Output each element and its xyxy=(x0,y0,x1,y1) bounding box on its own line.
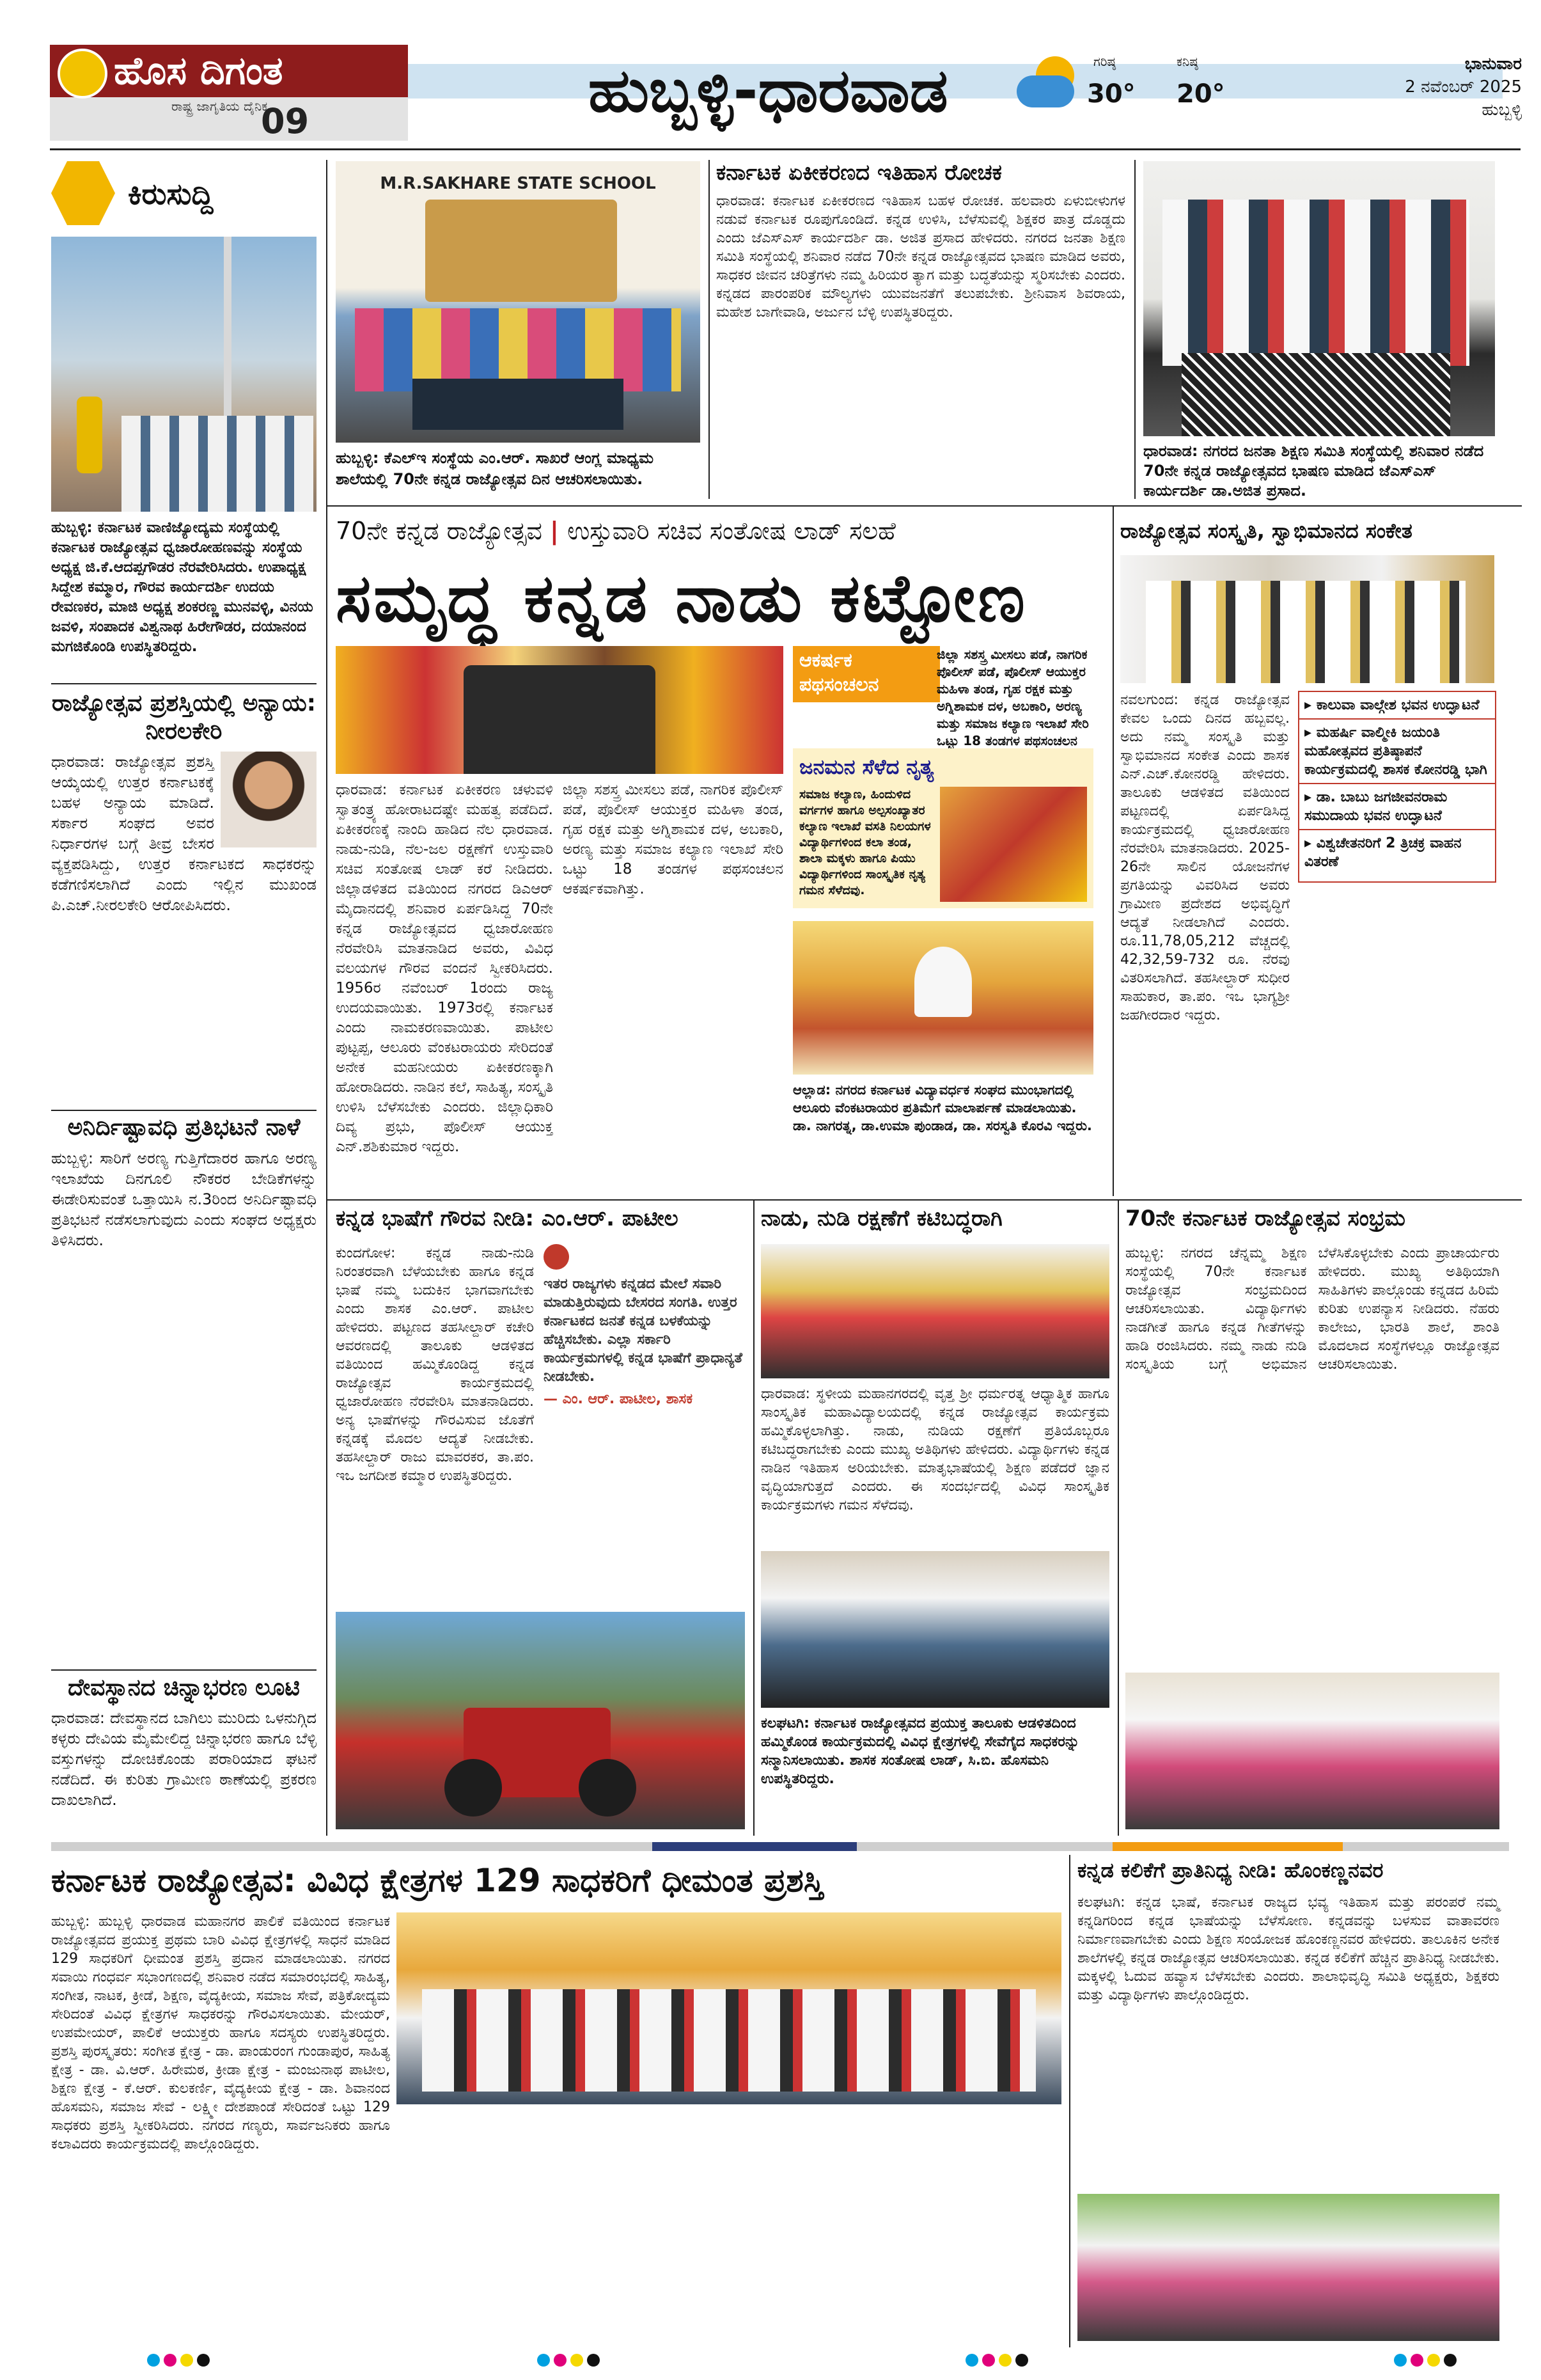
column-divider xyxy=(326,160,327,1836)
column-divider xyxy=(708,160,710,499)
mid-col1-headline: ಕನ್ನಡ ಭಾಷೆಗೆ ಗೌರವ ನೀಡಿ: ಎಂ.ಆರ್. ಪಾಟೀಲ xyxy=(336,1206,678,1231)
bottom-side-photo xyxy=(1077,2194,1499,2341)
dance-text: ಸಮಾಜ ಕಲ್ಯಾಣ, ಹಿಂದುಳಿದ ವರ್ಗಗಳ ಹಾಗೂ ಅಲ್ಪಸಂಖ್ಯಾತರ ಕಲ್ಯಾಣ ಇಲಾಖೆ ವಸತಿ ನಿಲಯಗಳ ವಿದ್ಯಾರ್ಥಿಗಳಿಂದ ಕಲಾ ತಂಡ, ಶಾಲಾ ಮಕ್ಕಳು ಹಾಗೂ ಪಿಯು ವಿದ್ಯಾರ್ಥಿಗಳಿಂದ ಸಾಂಸ್ಕೃತಿಕ ನೃತ್ಯ ಗಮನ ಸೆಳೆದವು. xyxy=(799,787,931,897)
history-body: ಧಾರವಾಡ: ಕರ್ನಾಟಕ ಏಕೀಕರಣದ ಇತಿಹಾಸ ಬಹಳ ರೋಚಕ. ಹಲವಾರು ಏಳುಬೀಳುಗಳ ನಡುವೆ ಕರ್ನಾಟಕ ರೂಪುಗೊಂಡಿದೆ. ಕನ್ನಡ ಉಳಿಸಿ, ಬೆಳೆಸುವಲ್ಲಿ ಶಿಕ್ಷಕರ ಪಾತ್ರ ದೊಡ್ಡದು ಎಂದು ಜೆಎಸ್ಎಸ್ ಕಾರ್ಯದರ್ಶಿ ಡಾ. ಅಜಿತ ಪ್ರಸಾದ ಹೇಳಿದರು. ನಗರದ ಜನತಾ ಶಿಕ್ಷಣ ಸಮಿತಿ ಸಂಸ್ಥೆಯಲ್ಲಿ ಶನಿವಾರ ನಡೆದ 70ನೇ ಕನ್ನಡ ರಾಜ್ಯೋತ್ಸವದ ಭಾಷಣ ಮಾಡಿದ ಅವರು, ಸಾಧಕರ ಜೀವನ ಚರಿತ್ರೆಗಳು ನಮ್ಮ ಹಿರಿಯರ ತ್ಯಾಗ ಮತ್ತು ಬದ್ಧತೆಯನ್ನು ಸ್ಮರಿಸಬೇಕು ಎಂದರು. ಕನ್ನಡದ ಪಾರಂಪರಿಕ ಮೌಲ್ಯಗಳು ಯುವಜನತೆಗೆ ತಲುಪಬೇಕು. ಶ್ರೀನಿವಾಸ ಶಿವರಾಯ, ಮಹೇಶ ಬಾಗೇವಾಡಿ, ಅರ್ಜುನ ಬೆಳ್ಳಿ ಉಪಸ್ಥಿತರಿದ್ದರು. xyxy=(716,193,1125,320)
lead-kicker-left: 70ನೇ ಕನ್ನಡ ರಾಜ್ಯೋತ್ಸವ xyxy=(336,517,542,545)
kirusuddi-body-1 xyxy=(51,752,317,1103)
parade-text: ಜಿಲ್ಲಾ ಸಶಸ್ತ್ರ ಮೀಸಲು ಪಡೆ, ನಾಗರಿಕ ಪೊಲೀಸ್ ಪಡೆ, ಪೊಲೀಸ್ ಆಯುಕ್ತರ ಮಹಿಳಾ ತಂಡ, ಗೃಹ ರಕ್ಷಕ ಮತ್ತು ಅಗ್ನಿಶಾಮಕ ದಳ, ಅಬಕಾರಿ, ಅರಣ್ಯ ಮತ್ತು ಸಮಾಜ ಕಲ್ಯಾಣ ಇಲಾಖೆ ಸೇರಿ ಒಟ್ಟು 18 ತಂಡಗಳ ಪಥಸಂಚಲನ xyxy=(937,647,1089,748)
lead-kicker: 70ನೇ ಕನ್ನಡ ರಾಜ್ಯೋತ್ಸವ | ಉಸ್ತುವಾರಿ ಸಚಿವ ಸಂತೋಷ ಲಾಡ್ ಸಲಹೆ xyxy=(336,517,896,545)
column-divider xyxy=(1069,1855,1070,2347)
lead-kicker-right: ಉಸ್ತುವಾರಿ ಸಚಿವ ಸಂತೋಷ ಲಾಡ್ ಸಲಹೆ xyxy=(567,517,896,545)
parade-label: ಆಕರ್ಷಕ ಪಥಸಂಚಲನ xyxy=(793,646,940,702)
bottom-side-headline: ಕನ್ನಡ ಕಲಿಕೆಗೆ ಪ್ರಾತಿನಿಧ್ಯ ನೀಡಿ: ಹೊಂಕಣ್ಣನವರ xyxy=(1077,1858,1384,1882)
kirusuddi-headline-3: ದೇವಸ್ಥಾನದ ಚಿನ್ನಾಭರಣ ಲೂಟಿ xyxy=(68,1675,300,1701)
jss-caption: ಧಾರವಾಡ: ನಗರದ ಜನತಾ ಶಿಕ್ಷಣ ಸಮಿತಿ ಸಂಸ್ಥೆಯಲ್ಲಿ ಶನಿವಾರ ನಡೆದ 70ನೇ ಕನ್ನಡ ರಾಜ್ಯೋತ್ಸವದ ಭಾಷಣ ಮಾಡಿದ ಜೆಎಸ್ಎಸ್ ಕಾರ್ಯದರ್ಶಿ ಡಾ.ಅಜಿತ ಪ್ರಸಾದ. xyxy=(1143,442,1484,500)
kirusuddi-body-3: ಧಾರವಾಡ: ದೇವಸ್ಥಾನದ ಬಾಗಿಲು ಮುರಿದು ಒಳನುಗ್ಗಿದ ಕಳ್ಳರು ದೇವಿಯ ಮೈಮೇಲಿದ್ದ ಚಿನ್ನಾಭರಣ ಹಾಗೂ ಬೆಳ್ಳಿ ವಸ್ತುಗಳನ್ನು ದೋಚಿಕೊಂಡು ಪರಾರಿಯಾದ ಘಟನೆ ನಡೆದಿದೆ. ಈ ಕುರಿತು ಗ್ರಾಮೀಣ ಠಾಣೆಯಲ್ಲಿ ಪ್ರಕರಣ ದಾಖಲಾಗಿದೆ. xyxy=(51,1709,317,1809)
bullet-3: ▸ ಡಾ. ಬಾಬು ಜಗಜೀವನರಾಮ ಸಮುದಾಯ ಭವನ ಉದ್ಘಾಟನೆ xyxy=(1299,784,1495,830)
divider xyxy=(51,1110,317,1111)
mid-col2-headline: ನಾಡು, ನುಡಿ ರಕ್ಷಣೆಗೆ ಕಟಿಬದ್ಧರಾಗಿ xyxy=(761,1206,1003,1231)
lead-ceremony-photo xyxy=(336,646,783,774)
kirusuddi-body-2: ಹುಬ್ಬಳ್ಳಿ: ಸಾರಿಗೆ ಅರಣ್ಯ ಗುತ್ತಿಗೆದಾರರ ಹಾಗೂ ಅರಣ್ಯ ಇಲಾಖೆಯ ದಿನಗೂಲಿ ನೌಕರರ ಬೇಡಿಕೆಗಳನ್ನು ಈಡೇರಿಸುವಂತೆ ಒತ್ತಾಯಿಸಿ ನ.3ರಿಂದ ಅನಿರ್ದಿಷ್ಟಾವಧಿ ಪ್ರತಿಭಟನೆ ನಡೆಸಲಾಗುವುದು ಎಂದು ಸಂಘದ ಅಧ್ಯಕ್ಷರು ತಿಳಿಸಿದರು. xyxy=(51,1149,317,1249)
dance-label: ಜನಮನ ಸೆಳೆದ ನೃತ್ಯ xyxy=(799,755,934,779)
tribute-caption: ಆಲ್ಲಾಡ: ನಗರದ ಕರ್ನಾಟಕ ವಿದ್ಯಾವರ್ಧಕ ಸಂಘದ ಮುಂಭಾಗದಲ್ಲಿ ಆಲೂರು ವೆಂಕಟರಾಯರ ಪ್ರತಿಮೆಗೆ ಮಾಲಾರ್ಪಣೆ ಮಾಡಲಾಯಿತು. ಡಾ. ನಾಗರತ್ನ, ಡಾ.ಉಮಾ ಪುಂಡಾಡ, ಡಾ. ಸರಸ್ವತಿ ಕೊರವಿ ಇದ್ದರು. xyxy=(793,1082,1092,1133)
dance-photo xyxy=(940,787,1087,902)
column-divider xyxy=(1118,1199,1119,1836)
pointing-hand-icon xyxy=(51,161,115,225)
kirusuddi-header xyxy=(51,161,320,225)
bottom-side-body: ಕಲಘಟಗಿ: ಕನ್ನಡ ಭಾಷೆ, ಕರ್ನಾಟಕ ರಾಜ್ಯದ ಭವ್ಯ ಇತಿಹಾಸ ಮತ್ತು ಪರಂಪರೆ ನಮ್ಮ ಕನ್ನಡಿಗರಿಂದ ಕನ್ನಡ ಭಾಷೆಯನ್ನು ಬೆಳೆಸೋಣ. ಕನ್ನಡವನ್ನು ಬಳಸುವ ವಾತಾವರಣ ನಿರ್ಮಾಣವಾಗಬೇಕು ಎಂದು ಶಿಕ್ಷಣ ಸಂಯೋಜಕ ಹೊಂಕಣ್ಣನವರ ಹೇಳಿದರು. ತಾಲೂಕಿನ ಅನೇಕ ಶಾಲೆಗಳಲ್ಲಿ ಕನ್ನಡ ರಾಜ್ಯೋತ್ಸವ ಆಚರಿಸಲಾಯಿತು. ಕನ್ನಡ ಕಲಿಕೆಗೆ ಹೆಚ್ಚಿನ ಪ್ರಾತಿನಿಧ್ಯ ನೀಡಬೇಕು. ಮಕ್ಕಳಲ್ಲಿ ಓದುವ ಹವ್ಯಾಸ ಬೆಳೆಸಬೇಕು ಎಂದರು. ಶಾಲಾಭಿವೃದ್ಧಿ ಸಮಿತಿ ಅಧ್ಯಕ್ಷರು, ಶಿಕ್ಷಕರು ಮತ್ತು ವಿದ್ಯಾರ್ಥಿಗಳು ಪಾಲ್ಗೊಂಡಿದ್ದರು. xyxy=(1077,1895,1499,2003)
tractor-photo xyxy=(336,1612,745,1829)
masthead-divider xyxy=(50,148,1521,150)
kirusuddi-title: ಕಿರುಸುದ್ದಿ xyxy=(128,177,214,211)
right-top-body-cont xyxy=(1298,892,1496,1190)
bottom-main-body: ಹುಬ್ಬಳ್ಳಿ: ಹುಬ್ಬಳ್ಳಿ ಧಾರವಾಡ ಮಹಾನಗರ ಪಾಲಿಕೆ ವತಿಯಿಂದ ಕರ್ನಾಟಕ ರಾಜ್ಯೋತ್ಸವದ ಪ್ರಯುಕ್ತ ಪ್ರಥಮ ಬಾರಿ ವಿವಿಧ ಕ್ಷೇತ್ರಗಳಲ್ಲಿ ಸಾಧನೆ ಮಾಡಿದ 129 ಸಾಧಕರಿಗೆ ಧೀಮಂತ ಪ್ರಶಸ್ತಿ ಪ್ರದಾನ ಮಾಡಲಾಯಿತು. ನಗರದ ಸವಾಯಿ ಗಂಧರ್ವ ಸಭಾಂಗಣದಲ್ಲಿ ಶನಿವಾರ ನಡೆದ ಸಮಾರಂಭದಲ್ಲಿ ಸಾಹಿತ್ಯ, ಸಂಗೀತ, ನಾಟಕ, ಕ್ರೀಡೆ, ಶಿಕ್ಷಣ, ವೈದ್ಯಕೀಯ, ಸಮಾಜ ಸೇವೆ, ಪತ್ರಿಕೋದ್ಯಮ ಸೇರಿದಂತೆ ವಿವಿಧ ಕ್ಷೇತ್ರಗಳ ಸಾಧಕರನ್ನು ಗೌರವಿಸಲಾಯಿತು. ಮೇಯರ್, ಉಪಮೇಯರ್, ಪಾಲಿಕೆ ಆಯುಕ್ತರು ಹಾಗೂ ಸದಸ್ಯರು ಉಪಸ್ಥಿತರಿದ್ದರು. ಪ್ರಶಸ್ತಿ ಪುರಸ್ಕೃತರು: ಸಂಗೀತ ಕ್ಷೇತ್ರ - ಡಾ. ಪಾಂಡುರಂಗ ಗುಂಡಾಪುರ, ಸಾಹಿತ್ಯ ಕ್ಷೇತ್ರ - ಡಾ. ವಿ.ಆರ್. ಹಿರೇಮಠ, ಕ್ರೀಡಾ ಕ್ಷೇತ್ರ - ಮಂಜುನಾಥ ಪಾಟೀಲ, ಶಿಕ್ಷಣ ಕ್ಷೇತ್ರ - ಕೆ.ಆರ್. ಕುಲಕರ್ಣಿ, ವೈದ್ಯಕೀಯ ಕ್ಷೇತ್ರ - ಡಾ. ಶಿವಾನಂದ ಹೊಸಮನಿ, ಸಮಾಜ ಸೇವೆ - ಲಕ್ಷ್ಮೀ ದೇಶಪಾಂಡೆ ಸೇರಿದಂತೆ ಒಟ್ಟು 129 ಸಾಧಕರು ಪ್ರಶಸ್ತಿ ಸ್ವೀಕರಿಸಿದರು. ನಗರದ ಗಣ್ಯರು, ಸಾರ್ವಜನಿಕರು ಹಾಗೂ ಕಲಾವಿದರು ಕಾರ್ಯಕ್ರಮದಲ್ಲಿ ಪಾಲ್ಗೊಂಡಿದ್ದರು. xyxy=(51,1914,390,2152)
column-divider xyxy=(1134,160,1136,499)
dance-box xyxy=(793,748,1093,908)
logo-emblem-icon xyxy=(58,49,107,99)
weather-low-label: ಕನಿಷ್ಠ xyxy=(1177,54,1198,69)
school-event-photo xyxy=(336,161,700,443)
bullet-2-text: ಮಹರ್ಷಿ ವಾಲ್ಮೀಕಿ ಜಯಂತಿ ಮಹೋತ್ಸವದ ಪ್ರತಿಷ್ಠಾಪನೆ ಕಾರ್ಯಕ್ರಮದಲ್ಲಿ ಶಾಸಕ ಕೋನರಡ್ಡಿ ಭಾಗಿ xyxy=(1304,725,1487,778)
mid-col1-quote: ಇತರ ರಾಜ್ಯಗಳು ಕನ್ನಡದ ಮೇಲೆ ಸವಾರಿ ಮಾಡುತ್ತಿರುವುದು ಬೇಸರದ ಸಂಗತಿ. ಉತ್ತರ ಕರ್ನಾಟಕದ ಜನತೆ ಕನ್ನಡ ಬಳಕೆಯನ್ನು ಹೆಚ್ಚಿಸಬೇಕು. ಎಲ್ಲಾ ಸರ್ಕಾರಿ ಕಾರ್ಯಕ್ರಮಗಳಲ್ಲಿ ಕನ್ನಡ ಭಾಷೆಗೆ ಪ್ರಾಧಾನ್ಯತೆ ನೀಡಬೇಕು. xyxy=(544,1276,742,1385)
cloud-icon xyxy=(1017,75,1074,107)
school-banner: M.R.SAKHARE STATE SCHOOL xyxy=(380,174,656,193)
weather-low: 20° xyxy=(1177,79,1225,109)
divider xyxy=(51,1669,317,1671)
registration-marks-2 xyxy=(537,2354,601,2369)
mid-col1-quote-author: — ಎಂ. ಆರ್. ಪಾಟೀಲ, ಶಾಸಕ xyxy=(544,1391,693,1407)
date: 2 ನವೆಂಬರ್ 2025 xyxy=(1405,77,1522,97)
registration-marks-1 xyxy=(147,2354,211,2369)
kirusuddi-photo-caption: ಹುಬ್ಬಳ್ಳಿ: ಕರ್ನಾಟಕ ವಾಣಿಜ್ಯೋದ್ಯಮ ಸಂಸ್ಥೆಯಲ್ಲಿ ಕರ್ನಾಟಕ ರಾಜ್ಯೋತ್ಸವ ಧ್ವಜಾರೋಹಣವನ್ನು ಸಂಸ್ಥೆಯ ಅಧ್ಯಕ್ಷ ಜಿ.ಕೆ.ಆದಪ್ಪಗೌಡರ ನೆರವೇರಿಸಿದರು. ಉಪಾಧ್ಯಕ್ಷ ಸಿದ್ದೇಶ ಕಮ್ಮಾರ, ಗೌರವ ಕಾರ್ಯದರ್ಶಿ ಉದಯ ರೇವಣಕರ, ಮಾಜಿ ಅಧ್ಯಕ್ಷ ಶಂಕರಣ್ಣ ಮುನವಳ್ಳಿ, ವಿನಯ ಜವಳಿ, ಸಂಪಾದಕ ವಿಶ್ವನಾಥ ಹಿರೇಗೌಡರ, ದಯಾನಂದ ಮಗಜಿಕೊಂಡಿ ಉಪಸ್ಥಿತರಿದ್ದರು. xyxy=(51,519,313,655)
lead-body: ಧಾರವಾಡ: ಕರ್ನಾಟಕ ಏಕೀಕರಣ ಚಳುವಳಿ ಸ್ವಾತಂತ್ರ್ಯ ಹೋರಾಟದಷ್ಟೇ ಮಹತ್ವ ಪಡೆದಿದೆ. ಏಕೀಕರಣಕ್ಕೆ ನಾಂದಿ ಹಾಡಿದ ನೆಲ ಧಾರವಾಡ. ನಾಡು-ನುಡಿ, ನೆಲ-ಜಲ ರಕ್ಷಣೆಗೆ ಉಸ್ತುವಾರಿ ಸಚಿವ ಸಂತೋಷ ಲಾಡ್ ಕರೆ ನೀಡಿದರು. ಜಿಲ್ಲಾಡಳಿತದ ವತಿಯಿಂದ ನಗರದ ಡಿಎಆರ್ ಮೈದಾನದಲ್ಲಿ ಶನಿವಾರ ಏರ್ಪಡಿಸಿದ್ದ 70ನೇ ಕನ್ನಡ ರಾಜ್ಯೋತ್ಸವದ ಧ್ವಜಾರೋಹಣ ನೆರವೇರಿಸಿ ಮಾತನಾಡಿದ ಅವರು, ವಿವಿಧ ವಲಯಗಳ ಗೌರವ ವಂದನೆ ಸ್ವೀಕರಿಸಿದರು. 1956ರ ನವೆಂಬರ್ 1ರಂದು ರಾಜ್ಯ ಉದಯವಾಯಿತು. 1973ರಲ್ಲಿ ಕರ್ನಾಟಕ ಎಂದು ನಾಮಕರಣವಾಯಿತು. ಪಾಟೀಲ ಪುಟ್ಟಪ್ಪ, ಆಲೂರು ವೆಂಕಟರಾಯರು ಸೇರಿದಂತೆ ಅನೇಕ ಮಹನೀಯರು ಏಕೀಕರಣಕ್ಕಾಗಿ ಹೋರಾಡಿದರು. ನಾಡಿನ ಕಲೆ, ಸಾಹಿತ್ಯ, ಸಂಸ್ಕೃತಿ ಉಳಿಸಿ ಬೆಳೆಸಬೇಕು ಎಂದರು. ಜಿಲ್ಲಾಧಿಕಾರಿ ದಿವ್ಯ ಪ್ರಭು, ಪೊಲೀಸ್ ಆಯುಕ್ತ ಎನ್.ಶಶಿಕುಮಾರ ಇದ್ದರು. xyxy=(336,782,553,1155)
bullet-4: ▸ ವಿಶ್ವಚೇತನರಿಗೆ 2 ತ್ರಿಚಕ್ರ ವಾಹನ ವಿತರಣೆ xyxy=(1304,835,1462,870)
flag-hoisting-photo xyxy=(51,237,317,512)
kirusuddi-headline-2: ಅನಿರ್ದಿಷ್ಟಾವಧಿ ಪ್ರತಿಭಟನೆ ನಾಳೆ xyxy=(67,1114,301,1140)
divider xyxy=(51,683,317,684)
mid-col3-photo xyxy=(1125,1673,1499,1829)
page-number: 09 xyxy=(261,101,309,141)
weather-high: 30° xyxy=(1087,79,1136,109)
jss-event-photo xyxy=(1143,161,1495,436)
bullet-4-text: ವಿಶ್ವಚೇತನರಿಗೆ 2 ತ್ರಿಚಕ್ರ ವಾಹನ ವಿತರಣೆ xyxy=(1304,835,1462,870)
day-name: ಭಾನುವಾರ xyxy=(1464,54,1522,74)
registration-marks-3 xyxy=(966,2354,1029,2369)
quote-icon xyxy=(544,1244,569,1270)
divider xyxy=(326,1199,1522,1201)
bullet-2: ▸ ಮಹರ್ಷಿ ವಾಲ್ಮೀಕಿ ಜಯಂತಿ ಮಹೋತ್ಸವದ ಪ್ರತಿಷ್ಠಾಪನೆ ಕಾರ್ಯಕ್ರಮದಲ್ಲಿ ಶಾಸಕ ಕೋನರಡ್ಡಿ ಭಾಗಿ xyxy=(1299,720,1495,784)
bullet-1-text: ಕಾಲುವಾ ವಾಲ್ಗೇಶ ಭವನ ಉದ್ಘಾಟನೆ xyxy=(1316,697,1480,713)
mid-col1-body-cont xyxy=(544,1442,745,1602)
right-top-headline: ರಾಜ್ಯೋತ್ಸವ ಸಂಸ್ಕೃತಿ, ಸ್ವಾಭಿಮಾನದ ಸಂಕೇತ xyxy=(1120,519,1412,543)
edition-title: ಹುಬ್ಬಳ್ಳಿ-ಧಾರವಾಡ xyxy=(588,56,948,126)
school-caption: ಹುಬ್ಬಳ್ಳಿ: ಕೆಎಲ್ಇ ಸಂಸ್ಥೆಯ ಎಂ.ಆರ್. ಸಾಖರೆ ಆಂಗ್ಲ ಮಾಧ್ಯಮ ಶಾಲೆಯಲ್ಲಿ 70ನೇ ಕನ್ನಡ ರಾಜ್ಯೋತ್ಸವ ದಿನ ಆಚರಿಸಲಾಯಿತು. xyxy=(336,449,654,488)
bullet-1: ▸ ಕಾಲುವಾ ವಾಲ್ಗೇಶ ಭವನ ಉದ್ಘಾಟನೆ xyxy=(1299,692,1495,720)
date-block xyxy=(1368,52,1522,122)
mid-col1-body: ಕುಂದಗೋಳ: ಕನ್ನಡ ನಾಡು-ನುಡಿ ನಿರಂತರವಾಗಿ ಬೆಳೆಯಬೇಕು ಹಾಗೂ ಕನ್ನಡ ಭಾಷೆ ನಮ್ಮ ಬದುಕಿನ ಭಾಗವಾಗಬೇಕು ಎಂದು ಶಾಸಕ ಎಂ.ಆರ್. ಪಾಟೀಲ ಹೇಳಿದರು. ಪಟ್ಟಣದ ತಹಸೀಲ್ದಾರ್ ಕಚೇರಿ ಆವರಣದಲ್ಲಿ ತಾಲೂಕು ಆಡಳಿತದ ವತಿಯಿಂದ ಹಮ್ಮಿಕೊಂಡಿದ್ದ ಕನ್ನಡ ರಾಜ್ಯೋತ್ಸವ ಕಾರ್ಯಕ್ರಮದಲ್ಲಿ ಧ್ವಜಾರೋಹಣ ನೆರವೇರಿಸಿ ಮಾತನಾಡಿದರು. ಅನ್ಯ ಭಾಷೆಗಳನ್ನು ಗೌರವಿಸುವ ಜೊತೆಗೆ ಕನ್ನಡಕ್ಕೆ ಮೊದಲ ಆದ್ಯತೆ ನೀಡಬೇಕು. ತಹಸೀಲ್ದಾರ್ ರಾಜು ಮಾವರಕರ, ತಾ.ಪಂ. ಇಒ ಜಗದೀಶ ಕಮ್ಮಾರ ಉಪಸ್ಥಿತರಿದ್ದರು. xyxy=(336,1245,534,1484)
bottom-main-headline: ಕರ್ನಾಟಕ ರಾಜ್ಯೋತ್ಸವ: ವಿವಿಧ ಕ್ಷೇತ್ರಗಳ 129 ಸಾಧಕರಿಗೆ ಧೀಮಂತ ಪ್ರಶಸ್ತಿ xyxy=(51,1862,824,1899)
weather-widget xyxy=(1010,50,1151,120)
parade-box xyxy=(793,646,1093,748)
right-top-bullets xyxy=(1298,691,1496,883)
mid-col3-headline: 70ನೇ ಕರ್ನಾಟಕ ರಾಜ್ಯೋತ್ಸವ ಸಂಭ್ರಮ xyxy=(1125,1206,1405,1231)
right-top-body: ನವಲಗುಂದ: ಕನ್ನಡ ರಾಜ್ಯೋತ್ಸವ ಕೇವಲ ಒಂದು ದಿನದ ಹಬ್ಬವಲ್ಲ. ಅದು ನಮ್ಮ ಸಂಸ್ಕೃತಿ ಮತ್ತು ಸ್ವಾಭಿಮಾನದ ಸಂಕೇತ ಎಂದು ಶಾಸಕ ಎನ್.ಎಚ್.ಕೋನರಡ್ಡಿ ಹೇಳಿದರು. ತಾಲೂಕು ಆಡಳಿತದ ವತಿಯಿಂದ ಪಟ್ಟಣದಲ್ಲಿ ಏರ್ಪಡಿಸಿದ್ದ ಕಾರ್ಯಕ್ರಮದಲ್ಲಿ ಧ್ವಜಾರೋಹಣ ನೆರವೇರಿಸಿ ಮಾತನಾಡಿದರು. 2025-26ನೇ ಸಾಲಿನ ಯೋಜನೆಗಳ ಪ್ರಗತಿಯನ್ನು ವಿವರಿಸಿದ ಅವರು ಗ್ರಾಮೀಣ ಪ್ರದೇಶದ ಅಭಿವೃದ್ಧಿಗೆ ಆದ್ಯತೆ ನೀಡಲಾಗಿದೆ ಎಂದರು. ರೂ.11,78,05,212 ವೆಚ್ಚದಲ್ಲಿ 42,32,59-732 ರೂ. ನೆರವು ವಿತರಿಸಲಾಗಿದೆ. ತಹಸೀಲ್ದಾರ್ ಸುಧೀರ ಸಾಹುಕಾರ, ತಾ.ಪಂ. ಇಒ ಭಾಗ್ಯಶ್ರೀ ಜಹಗೀರದಾರ ಇದ್ದರು. xyxy=(1120,692,1290,1023)
registration-marks-4 xyxy=(1394,2354,1458,2369)
column-divider xyxy=(753,1199,755,1836)
mid-col2-photo-1 xyxy=(761,1244,1109,1378)
mid-col3-body: ಹುಬ್ಬಳ್ಳಿ: ನಗರದ ಚೆನ್ನಮ್ಮ ಶಿಕ್ಷಣ ಸಂಸ್ಥೆಯಲ್ಲಿ 70ನೇ ಕರ್ನಾಟಕ ರಾಜ್ಯೋತ್ಸವ ಸಂಭ್ರಮದಿಂದ ಆಚರಿಸಲಾಯಿತು. ವಿದ್ಯಾರ್ಥಿಗಳು ನಾಡಗೀತೆ ಹಾಗೂ ಕನ್ನಡ ಗೀತೆಗಳನ್ನು ಹಾಡಿ ರಂಜಿಸಿದರು. ನಮ್ಮ ನಾಡು ನುಡಿ ಸಂಸ್ಕೃತಿಯ ಬಗ್ಗೆ ಅಭಿಮಾನ ಬೆಳೆಸಿಕೊಳ್ಳಬೇಕು ಎಂದು ಪ್ರಾಚಾರ್ಯರು ಹೇಳಿದರು. ಮುಖ್ಯ ಅತಿಥಿಯಾಗಿ ಸಾಹಿತಿಗಳು ಪಾಲ್ಗೊಂಡು ಕನ್ನಡದ ಹಿರಿಮೆ ಕುರಿತು ಉಪನ್ಯಾಸ ನೀಡಿದರು. ನೆಹರು ಕಾಲೇಜು, ಭಾರತಿ ಶಾಲೆ, ಶಾಂತಿ ಮೊದಲಾದ ಸಂಸ್ಥೆಗಳಲ್ಲೂ ರಾಜ್ಯೋತ್ಸವ ಆಚರಿಸಲಾಯಿತು. xyxy=(1125,1245,1499,1373)
lead-body-cont xyxy=(563,780,783,1190)
divider xyxy=(326,505,1522,507)
mid-col2-caption: ಕಲಘಟಗಿ: ಕರ್ನಾಟಕ ರಾಜ್ಯೋತ್ಸವದ ಪ್ರಯುಕ್ತ ತಾಲೂಕು ಆಡಳಿತದಿಂದ ಹಮ್ಮಿಕೊಂಡ ಕಾರ್ಯಕ್ರಮದಲ್ಲಿ ವಿವಿಧ ಕ್ಷೇತ್ರಗಳಲ್ಲಿ ಸೇವೆಗೈದ ಸಾಧಕರನ್ನು ಸನ್ಮಾನಿಸಲಾಯಿತು. ಶಾಸಕ ಸಂತೋಷ ಲಾಡ್, ಸಿ.ಬಿ. ಹೊಸಮನಿ ಉಪಸ್ಥಿತರಿದ್ದರು. xyxy=(761,1715,1080,1787)
right-top-photo xyxy=(1120,555,1494,683)
lead-headline: ಸಮೃದ್ಧ ಕನ್ನಡ ನಾಡು ಕಟ್ಟೋಣ xyxy=(336,559,1028,637)
award-ceremony-photo xyxy=(396,1912,1061,2104)
mid-col1-quote-box xyxy=(544,1244,745,1436)
column-divider xyxy=(1113,505,1114,1196)
kirusuddi-headline-1: ರಾಜ್ಯೋತ್ಸವ ಪ್ರಶಸ್ತಿಯಲ್ಲಿ ಅನ್ಯಾಯ: ನೀರಲಕೇರಿ xyxy=(51,690,317,745)
lead-body-continuation: ಜಿಲ್ಲಾ ಸಶಸ್ತ್ರ ಮೀಸಲು ಪಡೆ, ನಾಗರಿಕ ಪೊಲೀಸ್ ಪಡೆ, ಪೊಲೀಸ್ ಆಯುಕ್ತರ ಮಹಿಳಾ ತಂಡ, ಗೃಹ ರಕ್ಷಕ ಮತ್ತು ಅಗ್ನಿಶಾಮಕ ದಳ, ಅಬಕಾರಿ, ಅರಣ್ಯ ಮತ್ತು ಸಮಾಜ ಕಲ್ಯಾಣ ಇಲಾಖೆ ಸೇರಿ ಒಟ್ಟು 18 ತಂಡಗಳ ಪಥಸಂಚಲನ ಆಕರ್ಷಕವಾಗಿತ್ತು. xyxy=(563,782,783,897)
logo-tagline: ರಾಷ್ಟ್ರ ಜಾಗೃತಿಯ ದೈನಿಕ xyxy=(171,99,268,114)
masthead-logo xyxy=(50,45,408,141)
kirusuddi-body-1-text: ಧಾರವಾಡ: ರಾಜ್ಯೋತ್ಸವ ಪ್ರಶಸ್ತಿ ಆಯ್ಕೆಯಲ್ಲಿ ಉತ್ತರ ಕರ್ನಾಟಕಕ್ಕೆ ಬಹಳ ಅನ್ಯಾಯ ಮಾಡಿದೆ. ಸರ್ಕಾರ ಸಂಘದ ಅವರ ನಿರ್ಧಾರಗಳ ಬಗ್ಗೆ ತೀವ್ರ ಬೇಸರ ವ್ಯಕ್ತಪಡಿಸಿದ್ದು, ಉತ್ತರ ಕರ್ನಾಟಕದ ಸಾಧಕರನ್ನು ಕಡೆಗಣಿಸಲಾಗಿದೆ ಎಂದು ಇಲ್ಲಿನ ಮುಖಂಡ ಪಿ.ಎಚ್.ನೀರಲಕೇರಿ ಆರೋಪಿಸಿದರು. xyxy=(51,753,317,914)
history-headline: ಕರ್ನಾಟಕ ಏಕೀಕರಣದ ಇತಿಹಾಸ ರೋಚಕ xyxy=(716,160,1002,185)
weather-high-label: ಗರಿಷ್ಠ xyxy=(1093,54,1116,69)
section-separator xyxy=(51,1842,1509,1851)
mid-col2-body: ಧಾರವಾಡ: ಸ್ಥಳೀಯ ಮಹಾನಗರದಲ್ಲಿ ವೃತ್ತ ಶ್ರೀ ಧರ್ಮರತ್ನ ಆಧ್ಯಾತ್ಮಿಕ ಹಾಗೂ ಸಾಂಸ್ಕೃತಿಕ ಮಹಾವಿದ್ಯಾಲಯದಲ್ಲಿ ಕನ್ನಡ ರಾಜ್ಯೋತ್ಸವ ಕಾರ್ಯಕ್ರಮ ಹಮ್ಮಿಕೊಳ್ಳಲಾಗಿತ್ತು. ನಾಡು, ನುಡಿಯ ರಕ್ಷಣೆಗೆ ಪ್ರತಿಯೊಬ್ಬರೂ ಕಟಿಬದ್ಧರಾಗಬೇಕು ಎಂದು ಮುಖ್ಯ ಅತಿಥಿಗಳು ಹೇಳಿದರು. ವಿದ್ಯಾರ್ಥಿಗಳು ಕನ್ನಡ ನಾಡಿನ ಇತಿಹಾಸ ಅರಿಯಬೇಕು. ಮಾತೃಭಾಷೆಯಲ್ಲಿ ಶಿಕ್ಷಣ ಪಡೆದರೆ ಜ್ಞಾನ ವೃದ್ಧಿಯಾಗುತ್ತದೆ ಎಂದರು. ಈ ಸಂದರ್ಭದಲ್ಲಿ ವಿವಿಧ ಸಾಂಸ್ಕೃತಿಕ ಕಾರ್ಯಕ್ರಮಗಳು ಗಮನ ಸೆಳೆದವು. xyxy=(761,1386,1109,1513)
bottom-main-body-cont xyxy=(396,2111,1061,2341)
mid-col2-photo-2 xyxy=(761,1551,1109,1708)
bullet-3-text: ಡಾ. ಬಾಬು ಜಗಜೀವನರಾಮ ಸಮುದಾಯ ಭವನ ಉದ್ಘಾಟನೆ xyxy=(1304,789,1448,824)
logo-text: ಹೊಸ ದಿಗಂತ xyxy=(50,45,408,97)
city: ಹುಬ್ಬಳ್ಳಿ xyxy=(1482,100,1522,120)
tribute-photo xyxy=(793,921,1093,1075)
